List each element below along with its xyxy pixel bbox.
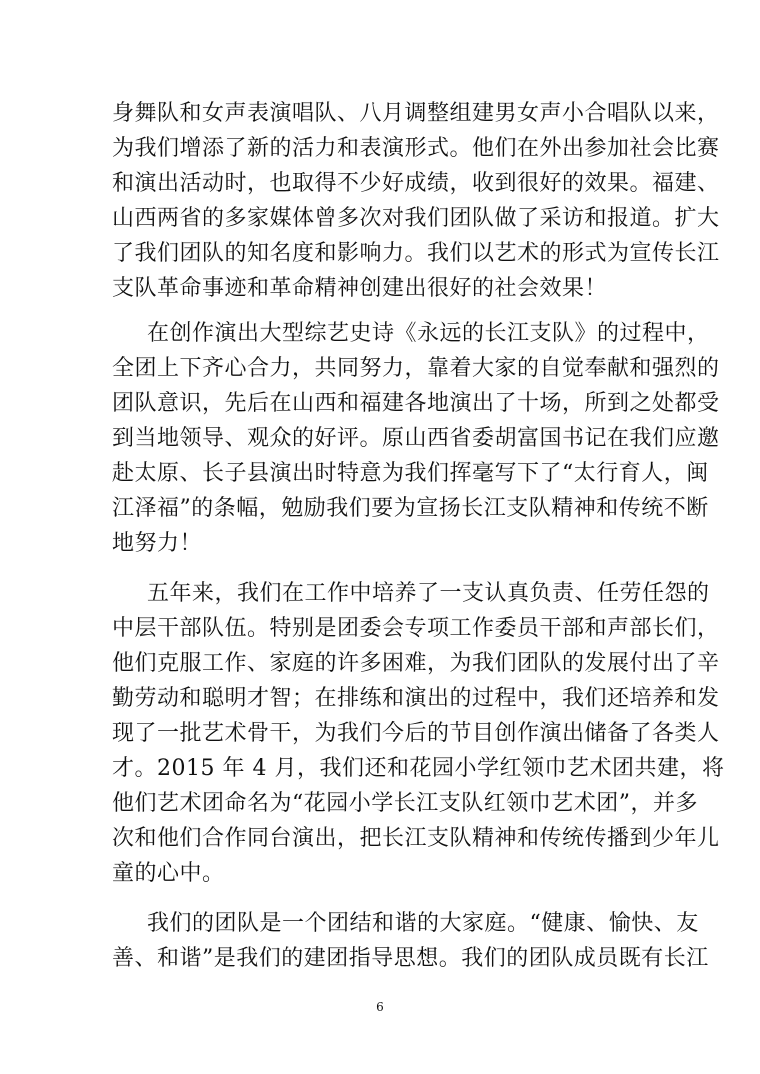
text-line: 善、和谐”是我们的建团指导思想。我们的团队成员既有长江	[112, 946, 709, 971]
text-line: 全团上下齐心合力，共同努力，靠着大家的自觉奉献和强烈的	[112, 356, 720, 381]
text-line: 现了一批艺术骨干，为我们今后的节目创作演出储备了各类人	[112, 721, 720, 746]
text-line: 中层干部队伍。特别是团委会专项工作委员干部和声部长们，	[112, 616, 720, 641]
text-line: 身舞队和女声表演唱队、八月调整组建男女声小合唱队以来，	[112, 101, 720, 126]
text-line: 勤劳动和聪明才智；在排练和演出的过程中，我们还培养和发	[112, 686, 720, 711]
text-line: 才。2015 年 4 月，我们还和花园小学红领巾艺术团共建，将	[112, 756, 725, 781]
text-line: 童的心中。	[112, 861, 225, 886]
text-line: 次和他们合作同台演出，把长江支队精神和传统传播到少年儿	[112, 826, 720, 851]
text-line: 他们克服工作、家庭的许多困难，为我们团队的发展付出了辛	[112, 651, 720, 676]
text-line: 江泽福”的条幅，勉励我们要为宣扬长江支队精神和传统不断	[112, 496, 709, 521]
text-line: 团队意识，先后在山西和福建各地演出了十场，所到之处都受	[112, 391, 720, 416]
text-line: 五年来，我们在工作中培养了一支认真负责、任劳任怨的	[147, 581, 710, 606]
text-line: 到当地领导、观众的好评。原山西省委胡富国书记在我们应邀	[112, 426, 720, 451]
text-line: 和演出活动时，也取得不少好成绩，收到很好的效果。福建、	[112, 171, 720, 196]
text-line: 了我们团队的知名度和影响力。我们以艺术的形式为宣传长江	[112, 241, 720, 266]
text-line: 赴太原、长子县演出时特意为我们挥毫写下了“太行育人，闽	[112, 461, 709, 486]
text-line: 他们艺术团命名为“花园小学长江支队红领巾艺术团”，并多	[112, 791, 698, 816]
text-line: 山西两省的多家媒体曾多次对我们团队做了采访和报道。扩大	[112, 206, 720, 231]
text-line: 在创作演出大型综艺史诗《永远的长江支队》的过程中，	[147, 321, 710, 346]
text-line: 为我们增添了新的活力和表演形式。他们在外出参加社会比赛	[112, 136, 720, 161]
text-line: 我们的团队是一个团结和谐的大家庭。“健康、愉快、友	[147, 911, 699, 936]
text-line: 支队革命事迹和革命精神创建出很好的社会效果！	[112, 276, 608, 301]
text-line: 地努力！	[112, 531, 203, 556]
page-number: 6	[376, 1000, 384, 1014]
